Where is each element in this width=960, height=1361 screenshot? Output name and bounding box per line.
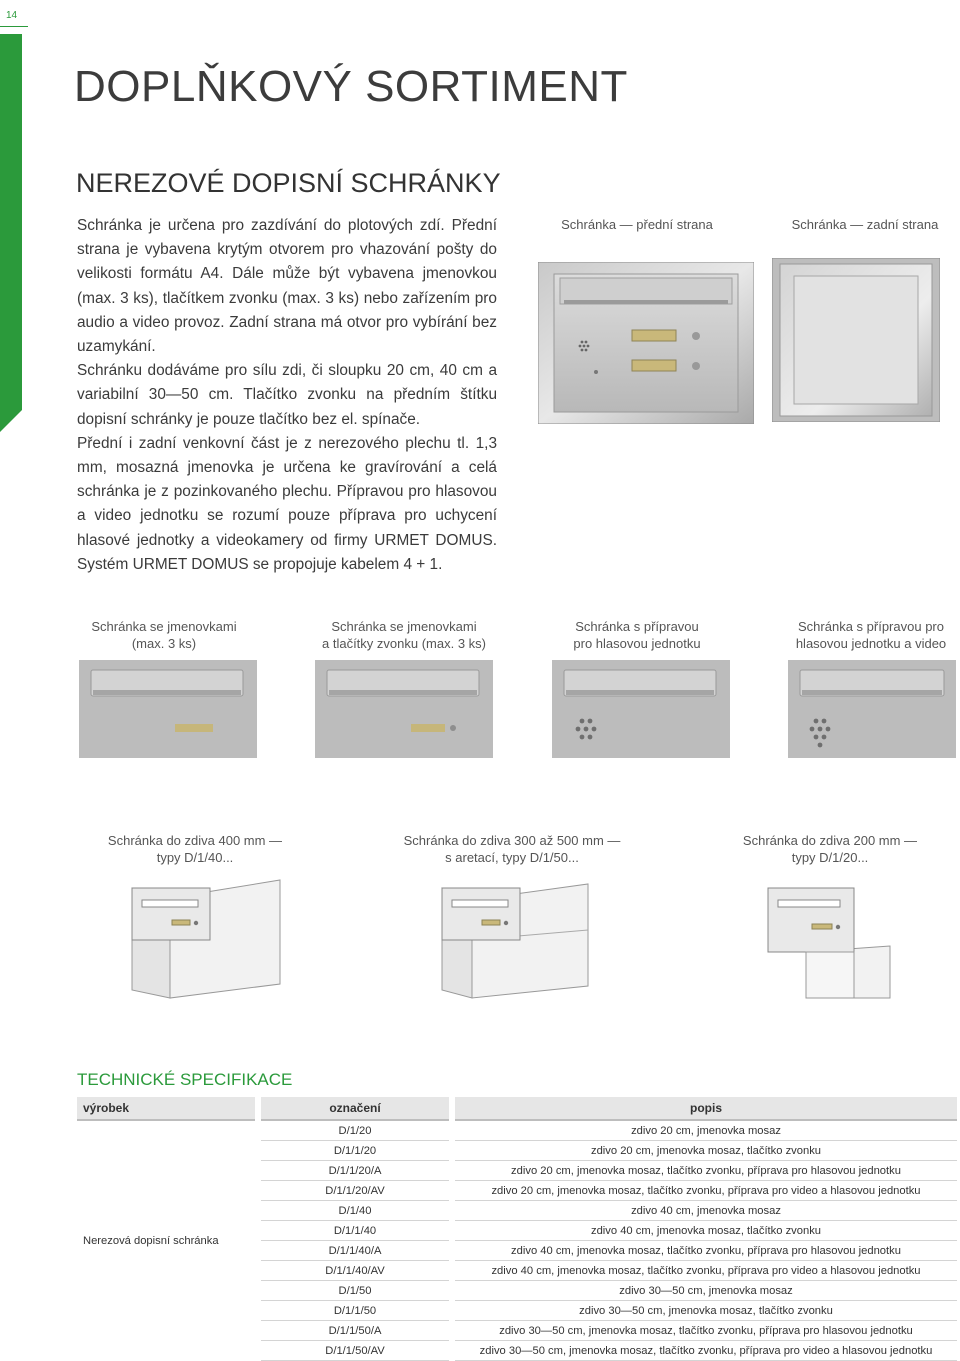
- intro-paragraph: Přední i zadní venkovní část je z nerezového plechu tl. 1,3 mm, mosazná jmenovka je určena ke gravírování a celá schránka je z pozinkovaného plechu. Přípravou pro hlasovou a video jednotku se rozumí pouze příprava pro uchycení hlasové jednotky a videokamery od firmy URMET DOMUS. Systém URMET DOMUS se propojuje kabelem 4 + 1.: [77, 434, 497, 573]
- variant-audio-image: [552, 660, 730, 758]
- table-row: [77, 1120, 957, 1141]
- code-cell: D/1/1/40/AV: [261, 1261, 449, 1281]
- page-number-marker: [0, 0, 28, 28]
- desc-cell: zdivo 40 cm, jmenovka mosaz, tlačítko zvonku, příprava pro video a hlasovou jednotku: [455, 1261, 957, 1281]
- spec-title: TECHNICKÉ SPECIFIKACE: [77, 1070, 293, 1089]
- desc-cell: zdivo 20 cm, jmenovka mosaz: [455, 1120, 957, 1141]
- desc-cell: zdivo 40 cm, jmenovka mosaz, tlačítko zvonku, příprava pro hlasovou jednotku: [455, 1241, 957, 1261]
- desc-cell: zdivo 20 cm, jmenovka mosaz, tlačítko zvonku, příprava pro video a hlasovou jednotku: [455, 1181, 957, 1201]
- code-cell: D/1/1/20/A: [261, 1161, 449, 1181]
- code-cell: D/1/1/20/AV: [261, 1181, 449, 1201]
- diagram-caption: Schránka do zdiva 200 mm — typy D/1/20...: [742, 833, 918, 865]
- page-number: 14: [6, 10, 18, 21]
- desc-cell: zdivo 40 cm, jmenovka mosaz: [455, 1201, 957, 1221]
- diagram-400mm-image: [130, 878, 282, 1000]
- code-cell: D/1/1/20: [261, 1141, 449, 1161]
- product-name-cell: Nerezová dopisní schránka: [83, 1234, 219, 1247]
- desc-cell: zdivo 20 cm, jmenovka mosaz, tlačítko zvonku: [455, 1141, 957, 1161]
- front-photo-caption: Schránka — přední strana: [561, 217, 713, 232]
- code-cell: D/1/1/50/AV: [261, 1341, 449, 1361]
- variant-caption: Schránka s přípravou pro hlasovou jednotku: [573, 619, 701, 651]
- code-cell: D/1/1/50/A: [261, 1321, 449, 1341]
- code-cell: D/1/20: [261, 1120, 449, 1141]
- mailbox-front-photo: [538, 262, 754, 424]
- variant-nameplates-bells-image: [315, 660, 493, 758]
- page-number-rule: [0, 26, 28, 27]
- back-photo-caption: Schránka — zadní strana: [791, 217, 939, 232]
- variant-caption: Schránka se jmenovkami (max. 3 ks): [91, 619, 237, 651]
- code-cell: D/1/40: [261, 1201, 449, 1221]
- diagram-caption: Schránka do zdiva 300 až 500 mm — s aretací, typy D/1/50...: [403, 833, 621, 865]
- header-desc: popis: [455, 1097, 957, 1120]
- intro-paragraph: Schránku dodáváme pro sílu zdi, či sloupku 20 cm, 40 cm a variabilní 30—50 cm. Tlačítko zvonku na předním štítku dopisní schránky je pouze tlačítko bez el. spínače.: [77, 362, 497, 428]
- green-side-tab: [0, 34, 22, 432]
- spec-header-row: [77, 1097, 957, 1120]
- intro-paragraph: Schránka je určena pro zazdívání do plotových zdí. Přední strana je vybavena krytým otvorem pro vhazování pošty do velikosti formátu A4. Dále může být vybavena jmenovkou (max. 3 ks), tlačítkem zvonku (max. 3 ks) nebo zařízením pro audio a video provoz. Zadní strana má otvor pro vybírání bez uzamykání.: [77, 217, 497, 356]
- desc-cell: zdivo 30—50 cm, jmenovka mosaz: [455, 1281, 957, 1301]
- code-cell: D/1/50: [261, 1281, 449, 1301]
- code-cell: D/1/1/50: [261, 1301, 449, 1321]
- desc-cell: zdivo 30—50 cm, jmenovka mosaz, tlačítko zvonku, příprava pro video a hlasovou jednotku: [455, 1341, 957, 1361]
- variant-caption: Schránka se jmenovkami a tlačítky zvonku (max. 3 ks): [322, 619, 486, 651]
- desc-cell: zdivo 30—50 cm, jmenovka mosaz, tlačítko zvonku, příprava pro hlasovou jednotku: [455, 1321, 957, 1341]
- header-product: výrobek: [77, 1097, 255, 1120]
- variant-caption: Schránka s přípravou pro hlasovou jednotku a video: [795, 619, 947, 651]
- page-title: DOPLŇKOVÝ SORTIMENT: [74, 62, 628, 111]
- diagram-caption: Schránka do zdiva 400 mm — typy D/1/40...: [107, 833, 283, 865]
- intro-text: [77, 214, 497, 577]
- variant-audio-video-image: [788, 660, 956, 758]
- desc-cell: zdivo 20 cm, jmenovka mosaz, tlačítko zvonku, příprava pro hlasovou jednotku: [455, 1161, 957, 1181]
- variant-nameplates-image: [79, 660, 257, 758]
- section-title: NEREZOVÉ DOPISNÍ SCHRÁNKY: [76, 168, 501, 198]
- diagram-300-500mm-image: [440, 878, 590, 1000]
- mailbox-back-photo: [772, 258, 940, 422]
- desc-cell: zdivo 30—50 cm, jmenovka mosaz, tlačítko zvonku: [455, 1301, 957, 1321]
- desc-cell: zdivo 40 cm, jmenovka mosaz, tlačítko zvonku: [455, 1221, 957, 1241]
- spec-table: [77, 1097, 957, 1361]
- diagram-200mm-image: [766, 878, 894, 1000]
- code-cell: D/1/1/40: [261, 1221, 449, 1241]
- code-cell: D/1/1/40/A: [261, 1241, 449, 1261]
- spec-table-body: [77, 1120, 957, 1361]
- header-code: označení: [261, 1097, 449, 1120]
